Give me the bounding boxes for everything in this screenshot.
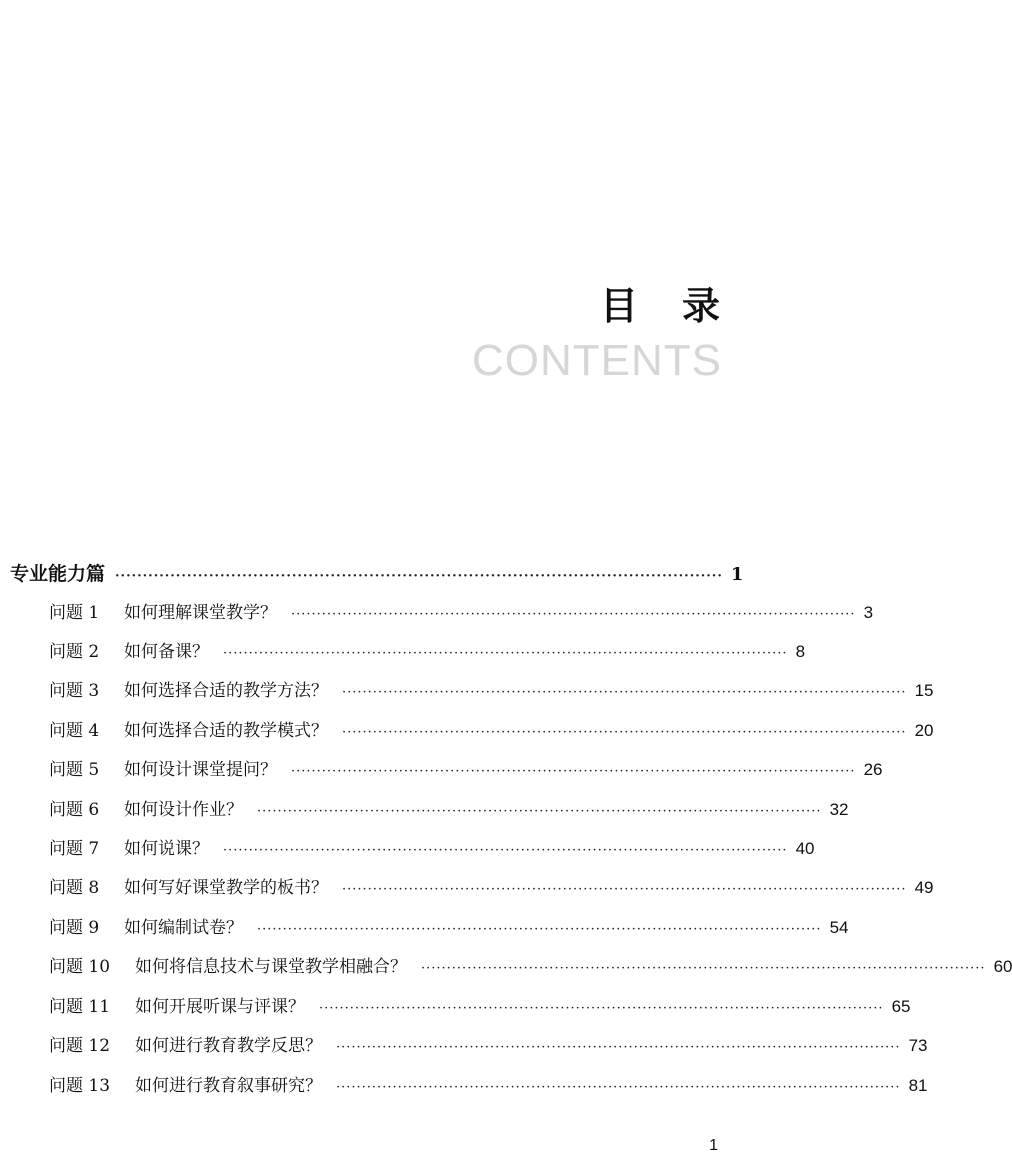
dot-leader: ·············································································································· [342, 882, 907, 897]
toc-entry[interactable] [49, 874, 934, 902]
page-number: 81 [908, 1076, 928, 1095]
toc-entry[interactable] [49, 717, 934, 745]
page-folio: 1 [709, 1137, 718, 1154]
question-title: 如何说课？ [124, 839, 209, 859]
dot-leader: ·············································································································· [336, 1080, 901, 1095]
question-number: 问题 13 [49, 1076, 111, 1096]
dot-leader: ·············································································································· [319, 1001, 884, 1016]
dot-leader: ·············································································································· [257, 922, 822, 937]
question-number: 问题 7 [49, 839, 100, 859]
page-number: 20 [914, 721, 934, 740]
dot-leader: ·············································································································· [257, 804, 822, 819]
toc-title: 目录 [599, 284, 764, 328]
page-number: 3 [863, 603, 874, 622]
dot-leader: ·············································································································· [291, 607, 856, 622]
question-number: 问题 1 [49, 603, 100, 623]
dot-leader: ·············································································································· [223, 843, 788, 858]
toc-entry[interactable] [49, 1072, 928, 1100]
question-title: 如何备课？ [124, 642, 209, 662]
question-title: 如何开展听课与评课？ [135, 997, 305, 1017]
page-number: 65 [891, 997, 911, 1016]
question-number: 问题 3 [49, 681, 100, 701]
dot-leader: ·············································································································· [342, 685, 907, 700]
toc-subtitle: CONTENTS [472, 336, 722, 385]
section-page-number: 1 [730, 564, 744, 585]
page-number: 60 [993, 957, 1012, 976]
question-number: 问题 11 [49, 997, 111, 1017]
toc-entry[interactable] [49, 638, 806, 666]
question-number: 问题 5 [49, 760, 100, 780]
question-number: 问题 2 [49, 642, 100, 662]
question-number: 问题 10 [49, 957, 111, 977]
question-number: 问题 4 [49, 721, 100, 741]
question-title: 如何进行教育教学反思？ [135, 1036, 322, 1056]
page-number: 54 [829, 918, 849, 937]
dot-leader: ·············································································································· [421, 961, 986, 976]
toc-section-entry[interactable] [10, 560, 744, 588]
dot-leader: ·············································································································· [336, 1040, 901, 1055]
toc-entry[interactable] [49, 1032, 928, 1060]
page-number: 32 [829, 800, 849, 819]
question-title: 如何选择合适的教学模式？ [124, 721, 328, 741]
page-number: 73 [908, 1036, 928, 1055]
page-number: 40 [795, 839, 815, 858]
toc-entry[interactable] [49, 953, 1012, 981]
page-number: 49 [914, 878, 934, 897]
question-title: 如何写好课堂教学的板书？ [124, 878, 328, 898]
toc-entry[interactable] [49, 993, 911, 1021]
toc-entry[interactable] [49, 796, 849, 824]
question-title: 如何将信息技术与课堂教学相融合？ [135, 957, 407, 977]
page-number: 15 [914, 681, 934, 700]
question-title: 如何进行教育叙事研究？ [135, 1076, 322, 1096]
page-number: 8 [795, 642, 806, 661]
page-number: 26 [863, 760, 883, 779]
dot-leader: ·············································································································· [342, 725, 907, 740]
question-title: 如何编制试卷？ [124, 918, 243, 938]
dot-leader: ·············································································································· [291, 764, 856, 779]
toc-entry[interactable] [49, 835, 815, 863]
question-title: 如何理解课堂教学？ [124, 603, 277, 623]
question-title: 如何设计作业？ [124, 800, 243, 820]
question-title: 如何选择合适的教学方法？ [124, 681, 328, 701]
question-number: 问题 12 [49, 1036, 111, 1056]
dot-leader: ·············································································································· [115, 569, 723, 584]
section-title: 专业能力篇 [10, 563, 106, 585]
toc-entry[interactable] [49, 599, 874, 627]
toc-entry[interactable] [49, 914, 849, 942]
question-number: 问题 6 [49, 800, 100, 820]
question-number: 问题 8 [49, 878, 100, 898]
toc-entry[interactable] [49, 677, 934, 705]
question-number: 问题 9 [49, 918, 100, 938]
dot-leader: ·············································································································· [223, 646, 788, 661]
question-title: 如何设计课堂提问？ [124, 760, 277, 780]
toc-entry[interactable] [49, 756, 883, 784]
